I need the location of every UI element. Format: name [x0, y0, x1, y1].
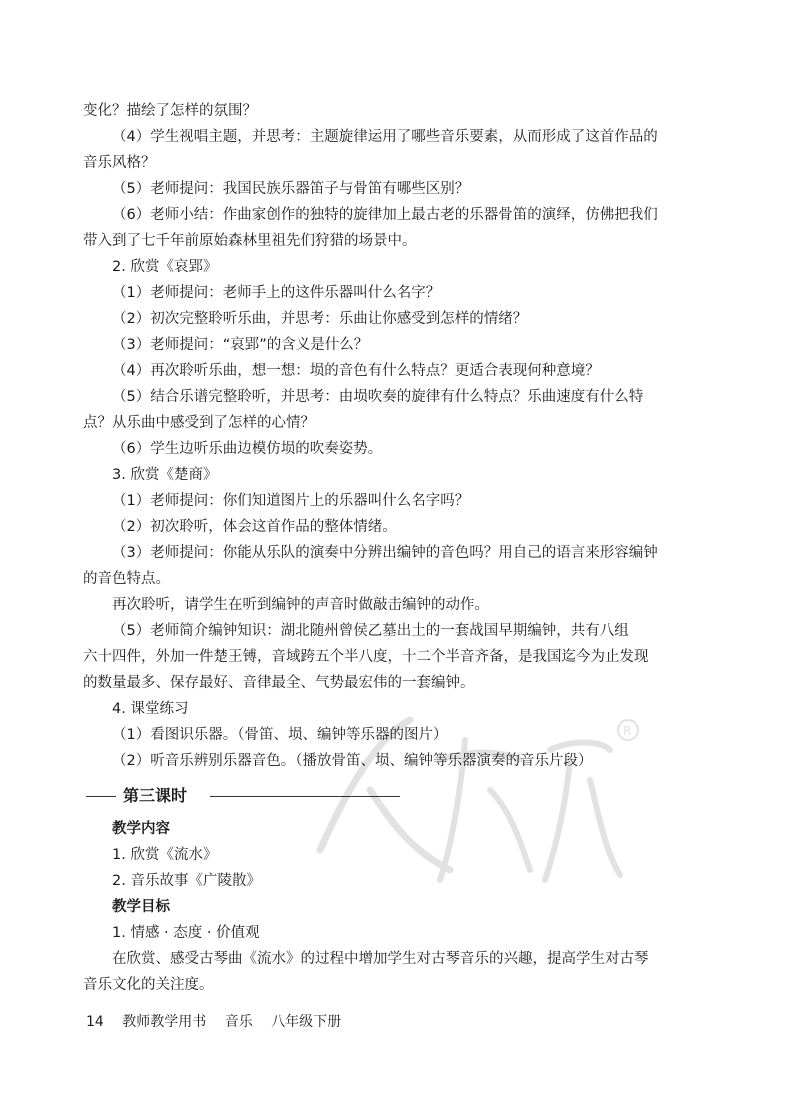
svg-text:R: R	[623, 724, 632, 738]
text-line: （5）老师简介编钟知识：湖北随州曾侯乙墓出土的一套战国早期编钟，共有八组	[112, 623, 629, 639]
text-line: 六十四件，外加一件楚王镈，音域跨五个半八度，十二个半音齐备，是我国迄今为止发现	[83, 649, 649, 665]
text-line: 2. 欣赏《哀郢》	[112, 259, 218, 275]
text-line: （1）老师提问：老师手上的这件乐器叫什么名字？	[112, 285, 441, 301]
section-heading: 教学目标	[112, 899, 170, 915]
text-line: 在欣赏、感受古琴曲《流水》的过程中增加学生对古琴音乐的兴趣，提高学生对古琴	[112, 951, 649, 967]
text-line: 点？从乐曲中感受到了怎样的心情？	[83, 415, 315, 431]
text-line: （2）初次完整聆听乐曲，并思考：乐曲让你感受到怎样的情绪？	[112, 311, 528, 327]
page-number: 14	[86, 1014, 104, 1030]
section-heading: 教学内容	[112, 821, 170, 837]
text-line: 音乐文化的关注度。	[83, 977, 214, 993]
text-line: （1）老师提问：你们知道图片上的乐器叫什么名字吗？	[112, 493, 470, 509]
text-line: 4. 课堂练习	[112, 701, 189, 717]
text-line: （4）学生视唱主题，并思考：主题旋律运用了哪些音乐要素，从而形成了这首作品的	[112, 129, 658, 145]
text-line: （3）老师提问：“哀郢”的含义是什么？	[112, 337, 369, 353]
text-line: 的数量最多、保存最好、音律最全、气势最宏伟的一套编钟。	[83, 675, 475, 691]
text-line: 1. 情感 · 态度 · 价值观	[112, 925, 260, 941]
text-line: （6）老师小结：作曲家创作的独特的旋律加上最古老的乐器骨笛的演绎，仿佛把我们	[112, 207, 658, 223]
text-line: 音乐风格？	[83, 155, 156, 171]
book-title: 教师教学用书	[122, 1014, 207, 1030]
text-line: 变化？描绘了怎样的氛围？	[83, 103, 257, 119]
text-line: （5）老师提问：我国民族乐器笛子与骨笛有哪些区别？	[112, 181, 470, 197]
text-line: （2）听音乐辨别乐器音色。（播放骨笛、埙、编钟等乐器演奏的音乐片段）	[112, 753, 593, 769]
grade-label: 八年级下册	[271, 1014, 342, 1030]
text-line: 1. 欣赏《流水》	[112, 847, 218, 863]
text-line: 再次聆听，请学生在听到编钟的声音时做敲击编钟的动作。	[112, 597, 489, 613]
title-rule-left	[86, 796, 116, 797]
text-line: （2）初次聆听，体会这首作品的整体情绪。	[112, 519, 397, 535]
text-line: 3. 欣赏《楚商》	[112, 467, 218, 483]
text-line: 带入到了七千年前原始森林里祖先们狩猎的场景中。	[83, 233, 417, 249]
publisher-watermark-logo	[300, 700, 640, 900]
text-line: （4）再次聆听乐曲，想一想：埙的音色有什么特点？更适合表现何种意境？	[112, 363, 600, 379]
page-footer	[86, 1012, 355, 1032]
body-text-block	[83, 98, 708, 774]
text-line: 2. 音乐故事《广陵散》	[112, 873, 261, 889]
text-line: （1）看图识乐器。（骨笛、埙、编钟等乐器的图片）	[112, 727, 448, 743]
subject-label: 音乐	[224, 1014, 253, 1030]
text-line: 的音色特点。	[83, 571, 170, 587]
text-line: （3）老师提问：你能从乐队的演奏中分辨出编钟的音色吗？用自己的语言来形容编钟	[112, 545, 658, 561]
lesson-title: 第三课时	[123, 786, 188, 805]
text-line: （6）学生边听乐曲边模仿埙的吹奏姿势。	[112, 441, 383, 457]
text-line: （5）结合乐谱完整聆听，并思考：由埙吹奏的旋律有什么特点？乐曲速度有什么特	[112, 389, 644, 405]
